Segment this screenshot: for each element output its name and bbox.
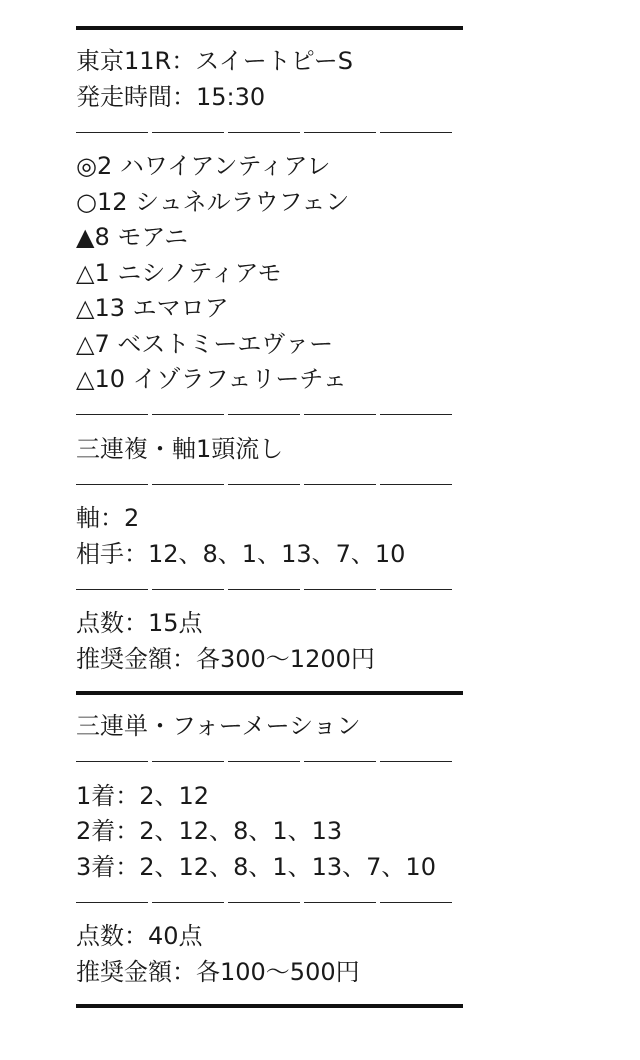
trifecta-first: 1着：2、12 (76, 781, 210, 810)
thin-divider (76, 473, 476, 495)
thick-divider (76, 683, 476, 703)
trifecta-title-block (76, 703, 476, 751)
trifecta-bet: 推奨金額：各100〜500円 (76, 957, 360, 986)
race-name: 東京11R：スイートピーS (76, 47, 354, 75)
mark-tanana: ▲8 モアニ (76, 223, 189, 251)
trio-title-block (76, 426, 476, 474)
trifecta-selection (76, 773, 476, 892)
mark-renka-1: △1 ニシノティアモ (76, 258, 282, 287)
thick-divider (76, 996, 476, 1016)
mark-renka-4: △10 イゾラフェリーチェ (76, 365, 347, 393)
post-time: 発走時間：15:30 (76, 82, 266, 111)
thin-divider (76, 891, 476, 913)
trio-partners: 相手：12、8、1、13、7、10 (76, 539, 406, 568)
mark-renka-3: △7 ベストミーエヴァー (76, 329, 334, 358)
trifecta-summary (76, 913, 476, 996)
thick-divider (76, 18, 476, 38)
race-info (76, 38, 476, 121)
betting-document (76, 18, 476, 1016)
trifecta-second: 2着：2、12、8、1、13 (76, 817, 343, 845)
trio-selection (76, 495, 476, 578)
horse-marks (76, 143, 476, 404)
trio-title: 三連複・軸1頭流し (76, 434, 284, 463)
thin-divider (76, 404, 476, 426)
trifecta-title: 三連単・フォーメーション (76, 712, 361, 740)
mark-taikou: ○12 シュネルラウフェン (76, 187, 350, 216)
mark-honmei: ◎2 ハワイアンティアレ (76, 152, 331, 180)
thin-divider (76, 751, 476, 773)
trifecta-points: 点数：40点 (76, 922, 203, 950)
thin-divider (76, 121, 476, 143)
trio-summary (76, 600, 476, 683)
trio-axis: 軸：2 (76, 504, 140, 532)
trifecta-third: 3着：2、12、8、1、13、7、10 (76, 852, 436, 881)
mark-renka-2: △13 エマロア (76, 294, 229, 322)
thin-divider (76, 578, 476, 600)
trio-bet: 推奨金額：各300〜1200円 (76, 644, 375, 673)
trio-points: 点数：15点 (76, 609, 203, 637)
